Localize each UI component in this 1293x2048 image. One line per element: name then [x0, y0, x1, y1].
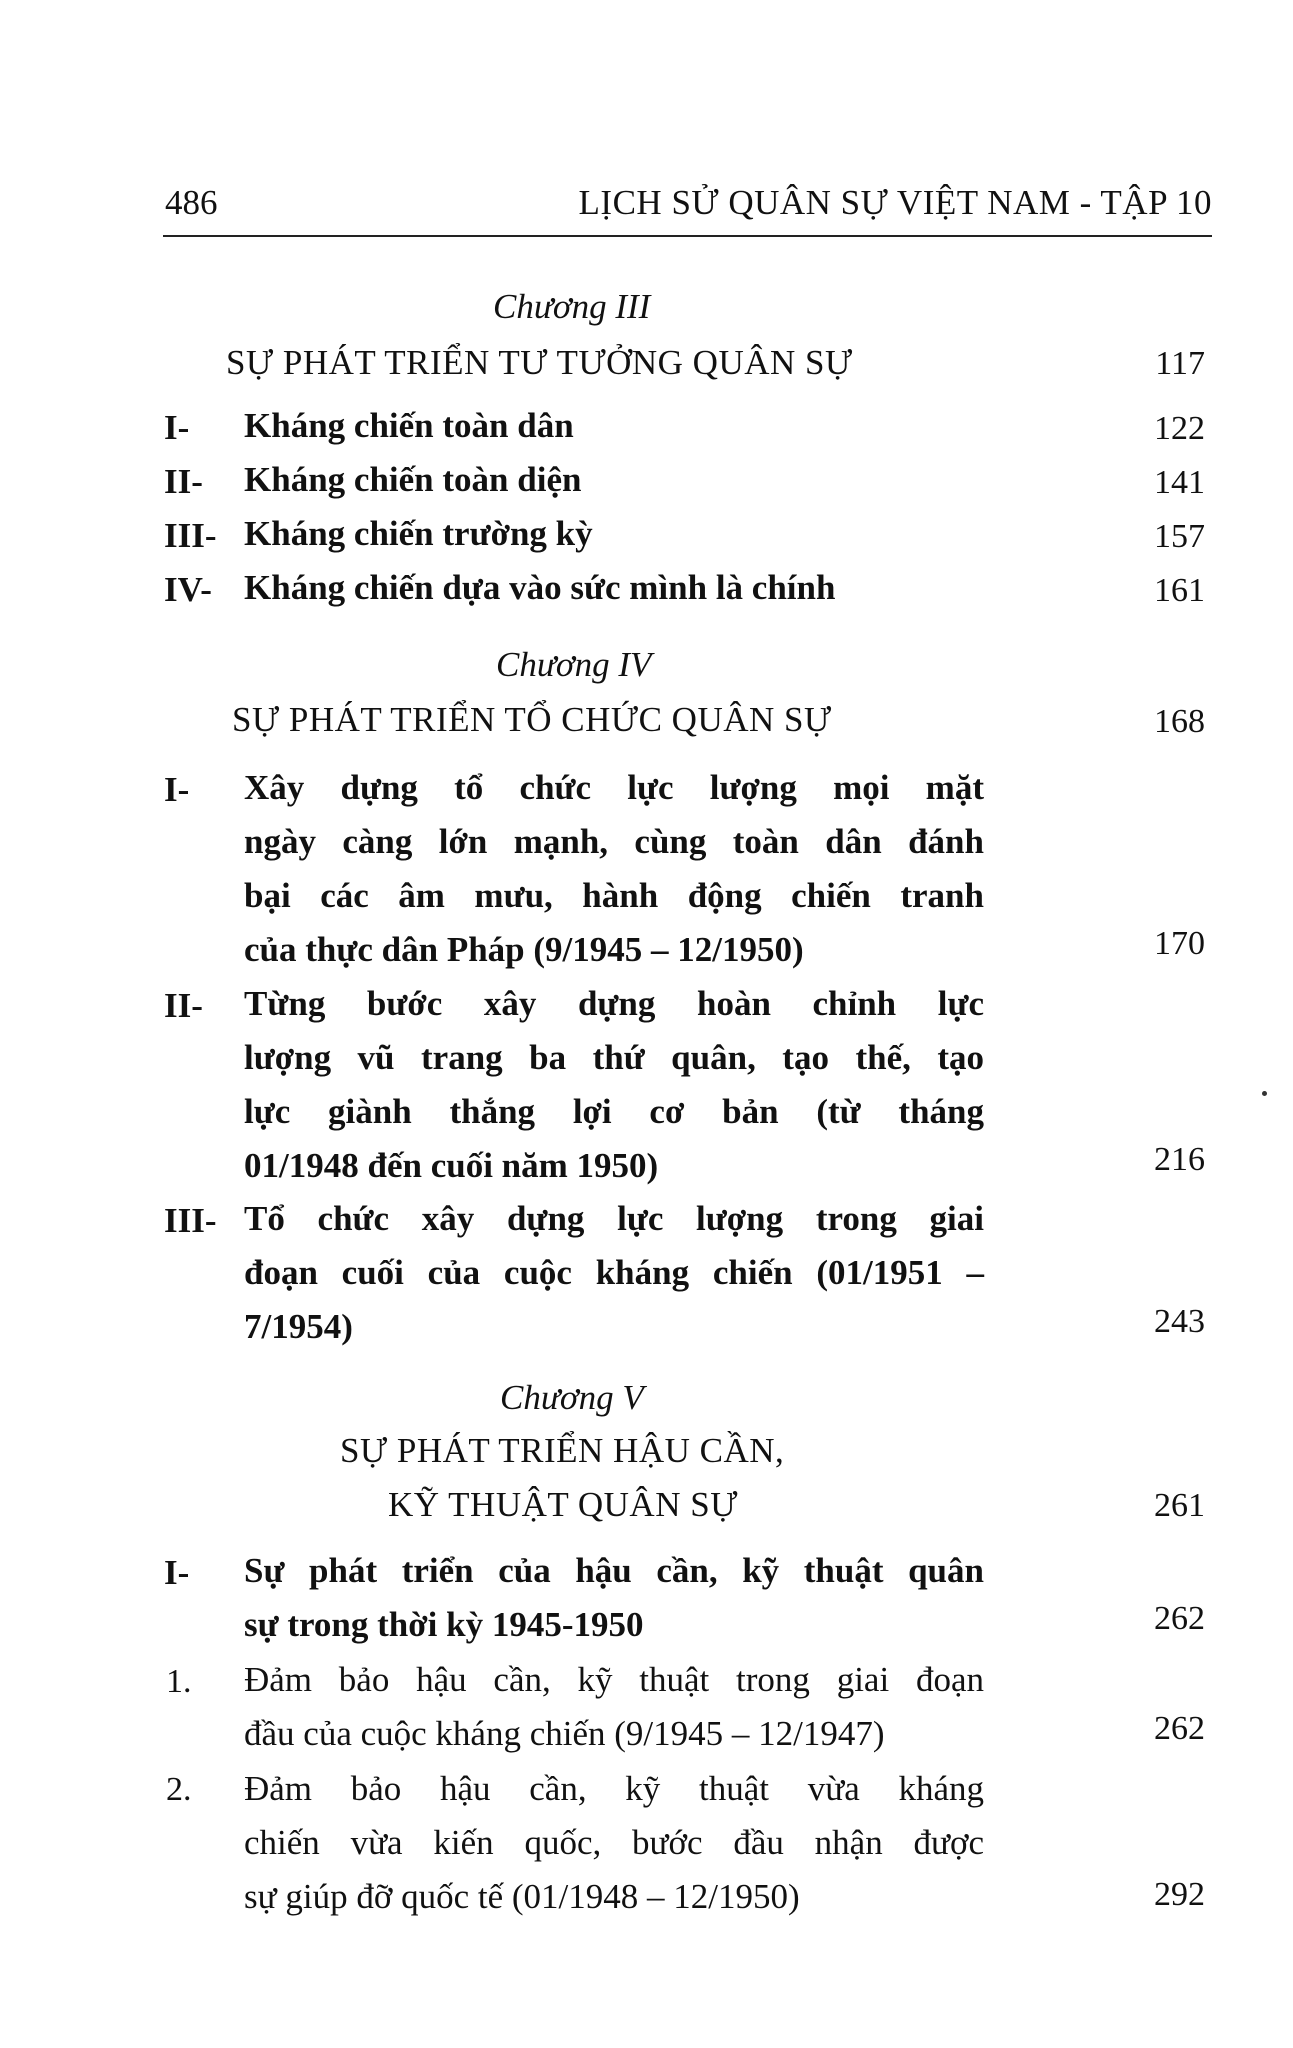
chapter-heading: SỰ PHÁT TRIỂN TỔ CHỨC QUÂN SỰ	[232, 700, 832, 739]
chapter-heading: SỰ PHÁT TRIỂN TƯ TƯỞNG QUÂN SỰ	[226, 343, 853, 382]
page-ref: 168	[1154, 703, 1205, 740]
toc-entry-line: 01/1948 đến cuối năm 1950)	[244, 1146, 659, 1185]
chapter-label: Chương IV	[496, 645, 652, 684]
toc-entry-line: Từng bước xây dựng hoàn chỉnh lực	[244, 984, 984, 1023]
page-ref: 243	[1154, 1303, 1205, 1340]
section-number: II-	[164, 462, 203, 501]
toc-entry: Kháng chiến toàn dân	[244, 406, 574, 445]
section-number: I-	[164, 408, 190, 447]
toc-entry-line: Đảm bảo hậu cần, kỹ thuật trong giai đoạn	[244, 1660, 984, 1699]
toc-entry: Kháng chiến trường kỳ	[244, 514, 593, 553]
toc-entry-line: Sự phát triển của hậu cần, kỹ thuật quân	[244, 1551, 984, 1590]
toc-entry-line: đầu của cuộc kháng chiến (9/1945 – 12/1947)	[244, 1714, 885, 1753]
section-number: II-	[164, 986, 203, 1025]
toc-entry-line: đoạn cuối của cuộc kháng chiến (01/1951 –	[244, 1253, 984, 1292]
page-number: 486	[165, 183, 218, 222]
toc-entry	[244, 761, 984, 977]
toc-entry	[244, 977, 984, 1193]
page-ref: 122	[1154, 410, 1205, 447]
toc-entry-line: sự giúp đỡ quốc tế (01/1948 – 12/1950)	[244, 1877, 800, 1916]
section-number: III-	[164, 1201, 217, 1240]
page-header	[163, 183, 1212, 237]
toc-entry-line: lượng vũ trang ba thứ quân, tạo thế, tạo	[244, 1038, 984, 1077]
section-number: III-	[164, 516, 217, 555]
print-speck	[1262, 1091, 1267, 1096]
running-title: LỊCH SỬ QUÂN SỰ VIỆT NAM - TẬP 10	[578, 183, 1212, 222]
section-number: IV-	[164, 570, 212, 609]
toc-entry-line: ngày càng lớn mạnh, cùng toàn dân đánh	[244, 822, 984, 861]
toc-entry: Kháng chiến toàn diện	[244, 460, 582, 499]
section-number: I-	[164, 770, 190, 809]
toc-entry-line: bại các âm mưu, hành động chiến tranh	[244, 876, 984, 915]
toc-entry-line: của thực dân Pháp (9/1945 – 12/1950)	[244, 930, 804, 969]
toc-entry	[244, 1653, 984, 1761]
chapter-label: Chương V	[500, 1378, 644, 1417]
chapter-heading: SỰ PHÁT TRIỂN HẬU CẦN,	[340, 1431, 785, 1470]
chapter-heading: KỸ THUẬT QUÂN SỰ	[388, 1485, 738, 1524]
subsection-number: 1.	[166, 1663, 192, 1700]
page-ref: 292	[1154, 1876, 1205, 1913]
page-ref: 170	[1154, 925, 1205, 962]
toc-entry-line: Xây dựng tổ chức lực lượng mọi mặt	[244, 768, 984, 807]
toc-entry-line: Tổ chức xây dựng lực lượng trong giai	[244, 1199, 984, 1238]
toc-entry-line: sự trong thời kỳ 1945-1950	[244, 1605, 644, 1644]
toc-entry-line: 7/1954)	[244, 1307, 353, 1346]
toc-entry	[244, 1762, 984, 1924]
toc-entry: Kháng chiến dựa vào sức mình là chính	[244, 568, 836, 607]
toc-entry-line: lực giành thắng lợi cơ bản (từ tháng	[244, 1092, 984, 1131]
page-ref: 141	[1154, 464, 1205, 501]
section-number: I-	[164, 1553, 190, 1592]
chapter-label: Chương III	[493, 287, 651, 326]
toc-entry-line: chiến vừa kiến quốc, bước đầu nhận được	[244, 1823, 984, 1862]
page-ref: 216	[1154, 1141, 1205, 1178]
page-ref: 262	[1154, 1710, 1205, 1747]
toc-entry	[244, 1544, 984, 1652]
page-ref: 262	[1154, 1600, 1205, 1637]
page-ref: 261	[1154, 1487, 1205, 1524]
toc-entry-line: Đảm bảo hậu cần, kỹ thuật vừa kháng	[244, 1769, 984, 1808]
subsection-number: 2.	[166, 1771, 192, 1808]
page-ref: 161	[1154, 572, 1205, 609]
page-ref: 117	[1155, 345, 1205, 382]
page-ref: 157	[1154, 518, 1205, 555]
toc-entry	[244, 1192, 984, 1354]
